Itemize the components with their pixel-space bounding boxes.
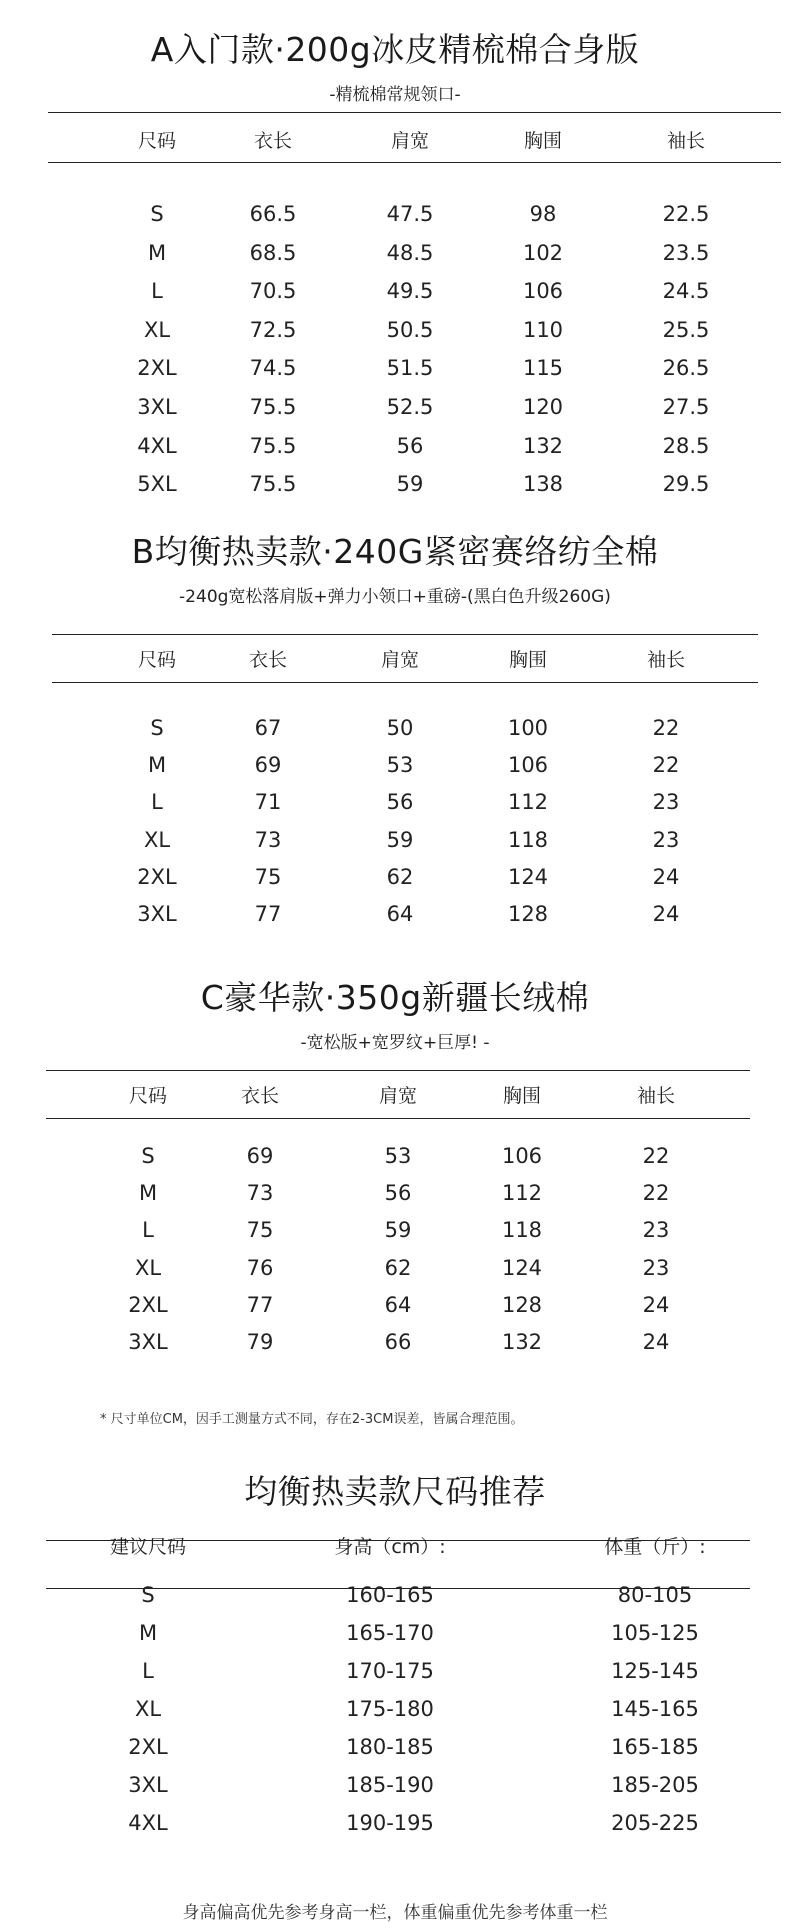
table_c-cell-chest: 118	[501, 1218, 543, 1243]
table_a-cell-length: 72.5	[249, 317, 297, 342]
table_b-cell-sleeve: 23	[652, 827, 680, 852]
recommend-cell-height: 185-190	[346, 1773, 434, 1797]
table_a-cell-size: XL	[143, 317, 171, 342]
table_b-header-chest: 胸围	[508, 649, 548, 671]
table_a-cell-size: S	[150, 202, 164, 226]
table-a-header-top-rule	[48, 112, 781, 113]
table_b-cell-chest: 118	[507, 827, 549, 852]
table_b-cell-chest: 128	[507, 902, 549, 926]
recommend-cell-size: 2XL	[128, 1735, 168, 1759]
table_a-cell-sleeve: 23.5	[662, 240, 710, 265]
recommend-cell-height: 175-180	[346, 1697, 434, 1721]
table_a-cell-length: 75.5	[249, 472, 297, 497]
table_b-cell-sleeve: 23	[652, 790, 680, 815]
table_b-cell-chest: 124	[507, 864, 549, 889]
table_c-cell-shoulder: 66	[384, 1330, 412, 1354]
table_a-cell-sleeve: 28.5	[662, 433, 710, 458]
table_c-cell-shoulder: 64	[384, 1292, 412, 1317]
table_b-cell-sleeve: 22	[652, 716, 680, 740]
table_b-cell-size: 2XL	[137, 864, 177, 889]
table_a-cell-chest: 120	[522, 395, 564, 419]
table_c-cell-sleeve: 23	[642, 1255, 670, 1280]
table_a-cell-shoulder: 47.5	[386, 202, 434, 226]
table_c-header-shoulder: 肩宽	[378, 1085, 418, 1107]
table_a-header-length: 衣长	[253, 130, 293, 152]
table_c-cell-size: M	[138, 1181, 158, 1206]
table-c-subtitle: -宽松版+宽罗纹+巨厚! -	[300, 1033, 490, 1053]
table_b-cell-sleeve: 24	[652, 902, 680, 926]
table_a-cell-size: 2XL	[137, 356, 177, 381]
recommend-header-weight: 体重（斤）:	[604, 1536, 706, 1558]
table_c-cell-size: 2XL	[128, 1292, 168, 1317]
recommend-cell-weight: 205-225	[611, 1811, 699, 1835]
table_c-cell-chest: 128	[501, 1292, 543, 1317]
table_b-cell-size: 3XL	[137, 902, 177, 926]
table_a-cell-length: 75.5	[249, 433, 297, 458]
recommend-cell-weight: 185-205	[611, 1773, 699, 1797]
table_a-cell-chest: 110	[522, 317, 564, 342]
table_b-cell-sleeve: 24	[652, 864, 680, 889]
table_a-cell-shoulder: 52.5	[386, 395, 434, 419]
table_b-cell-size: M	[147, 753, 167, 778]
recommend-cell-height: 170-175	[346, 1659, 434, 1683]
table_c-cell-length: 77	[246, 1292, 274, 1317]
table_c-cell-shoulder: 59	[384, 1218, 412, 1243]
table-b-header-bottom-rule	[52, 682, 758, 683]
table_b-header-size: 尺码	[137, 649, 177, 671]
table_b-cell-chest: 112	[507, 790, 549, 815]
table-c-header-bottom-rule	[46, 1118, 750, 1119]
table_b-cell-chest: 100	[507, 716, 549, 740]
table_a-cell-sleeve: 27.5	[662, 395, 710, 419]
table_c-cell-sleeve: 23	[642, 1218, 670, 1243]
table_a-cell-shoulder: 59	[396, 472, 424, 497]
table_a-cell-chest: 98	[529, 202, 557, 226]
table-a-header-bottom-rule	[48, 162, 781, 163]
table_c-cell-sleeve: 24	[642, 1330, 670, 1354]
table-a-subtitle: -精梳棉常规领口-	[329, 85, 461, 105]
table_b-header-length: 衣长	[248, 649, 288, 671]
table_c-cell-chest: 106	[501, 1144, 543, 1168]
table-a-title: A入门款·200g冰皮精梳棉合身版	[150, 30, 640, 69]
table_a-header-shoulder: 肩宽	[390, 130, 430, 152]
table_c-cell-length: 69	[246, 1144, 274, 1168]
table_c-header-chest: 胸围	[502, 1085, 542, 1107]
table_c-header-size: 尺码	[128, 1085, 168, 1107]
recommend-cell-size: 4XL	[128, 1811, 168, 1835]
table_c-cell-sleeve: 22	[642, 1144, 670, 1168]
recommend-cell-height: 160-165	[346, 1583, 434, 1607]
recommend-cell-size: L	[142, 1659, 154, 1683]
table_b-cell-chest: 106	[507, 753, 549, 778]
table_a-cell-length: 75.5	[249, 395, 297, 419]
table_a-cell-sleeve: 29.5	[662, 472, 710, 497]
table_c-cell-chest: 112	[501, 1181, 543, 1206]
table_b-cell-size: L	[151, 790, 163, 815]
table_a-cell-size: 5XL	[137, 472, 177, 497]
table_a-cell-shoulder: 50.5	[386, 317, 434, 342]
table_c-cell-length: 79	[246, 1330, 274, 1354]
table_a-cell-sleeve: 26.5	[662, 356, 710, 381]
table_b-cell-shoulder: 64	[386, 902, 414, 926]
table_c-cell-shoulder: 62	[384, 1255, 412, 1280]
recommend-cell-size: XL	[134, 1697, 162, 1721]
table_b-header-shoulder: 肩宽	[380, 649, 420, 671]
recommend-cell-weight: 165-185	[611, 1735, 699, 1759]
table_c-cell-length: 75	[246, 1218, 274, 1243]
table_b-cell-sleeve: 22	[652, 753, 680, 778]
recommend-cell-size: M	[138, 1621, 158, 1645]
table_c-cell-sleeve: 22	[642, 1181, 670, 1206]
recommend-cell-weight: 80-105	[617, 1583, 693, 1607]
table_a-cell-length: 70.5	[249, 279, 297, 304]
table-b-subtitle: -240g宽松落肩版+弹力小领口+重磅-(黑白色升级260G)	[179, 587, 611, 607]
table_b-header-sleeve: 袖长	[646, 649, 686, 671]
table_a-cell-chest: 132	[522, 433, 564, 458]
table_b-cell-length: 73	[254, 827, 282, 852]
table_a-cell-length: 68.5	[249, 240, 297, 265]
table_c-cell-chest: 124	[501, 1255, 543, 1280]
table_b-cell-shoulder: 53	[386, 753, 414, 778]
table_a-cell-shoulder: 48.5	[386, 240, 434, 265]
table_a-cell-size: 4XL	[137, 433, 177, 458]
table_c-cell-sleeve: 24	[642, 1292, 670, 1317]
table_a-cell-shoulder: 49.5	[386, 279, 434, 304]
table_b-cell-size: XL	[143, 827, 171, 852]
table_a-cell-chest: 115	[522, 356, 564, 381]
table_c-cell-size: S	[141, 1144, 155, 1168]
table_c-cell-length: 76	[246, 1255, 274, 1280]
table-c-header-top-rule	[46, 1070, 750, 1071]
table_b-cell-size: S	[150, 716, 164, 740]
table-b-title: B均衡热卖款·240G紧密赛络纺全棉	[131, 532, 659, 571]
recommend-cell-size: 3XL	[128, 1773, 168, 1797]
table_a-cell-shoulder: 56	[396, 433, 424, 458]
table-c-title: C豪华款·350g新疆长绒棉	[200, 978, 590, 1017]
table_a-header-chest: 胸围	[523, 130, 563, 152]
table_c-cell-length: 73	[246, 1181, 274, 1206]
recommend-header-size: 建议尺码	[109, 1536, 187, 1558]
table_a-cell-chest: 138	[522, 472, 564, 497]
table_a-cell-sleeve: 22.5	[662, 202, 710, 226]
table_b-cell-shoulder: 50	[386, 716, 414, 740]
table_a-cell-sleeve: 24.5	[662, 279, 710, 304]
recommend-cell-weight: 105-125	[611, 1621, 699, 1645]
footer-tip: 身高偏高优先参考身高一栏，体重偏重优先参考体重一栏	[182, 1903, 608, 1923]
table_c-cell-shoulder: 53	[384, 1144, 412, 1168]
table_c-cell-size: XL	[134, 1255, 162, 1280]
recommend-cell-height: 180-185	[346, 1735, 434, 1759]
recommend-cell-size: S	[141, 1583, 155, 1607]
table_a-header-sleeve: 袖长	[666, 130, 706, 152]
table-b-header-top-rule	[52, 634, 758, 635]
table_c-header-length: 衣长	[240, 1085, 280, 1107]
recommend-header-height: 身高（cm）:	[334, 1536, 446, 1558]
table_c-cell-shoulder: 56	[384, 1181, 412, 1206]
table_b-cell-length: 75	[254, 864, 282, 889]
recommend-cell-height: 190-195	[346, 1811, 434, 1835]
table_b-cell-shoulder: 56	[386, 790, 414, 815]
recommend-cell-height: 165-170	[346, 1621, 434, 1645]
table_b-cell-length: 71	[254, 790, 282, 815]
table_b-cell-length: 67	[254, 716, 282, 740]
table_a-cell-size: M	[147, 240, 167, 265]
table_a-cell-chest: 106	[522, 279, 564, 304]
table_a-cell-size: 3XL	[137, 395, 177, 419]
table_a-cell-length: 66.5	[249, 202, 297, 226]
table_a-cell-length: 74.5	[249, 356, 297, 381]
table_a-cell-shoulder: 51.5	[386, 356, 434, 381]
table_b-cell-length: 77	[254, 902, 282, 926]
table_b-cell-shoulder: 62	[386, 864, 414, 889]
table_a-cell-sleeve: 25.5	[662, 317, 710, 342]
recommend-cell-weight: 145-165	[611, 1697, 699, 1721]
table_b-cell-shoulder: 59	[386, 827, 414, 852]
recommend-title: 均衡热卖款尺码推荐	[244, 1472, 546, 1511]
table_c-cell-chest: 132	[501, 1330, 543, 1354]
table_c-cell-size: L	[142, 1218, 154, 1243]
measurement-note: * 尺寸单位CM，因手工测量方式不同，存在2-3CM误差，皆属合理范围。	[100, 1412, 524, 1427]
table_a-cell-size: L	[151, 279, 163, 304]
table_c-header-sleeve: 袖长	[636, 1085, 676, 1107]
table_c-cell-size: 3XL	[128, 1330, 168, 1354]
table_a-header-size: 尺码	[137, 130, 177, 152]
table_b-cell-length: 69	[254, 753, 282, 778]
recommend-cell-weight: 125-145	[611, 1659, 699, 1683]
table_a-cell-chest: 102	[522, 240, 564, 265]
